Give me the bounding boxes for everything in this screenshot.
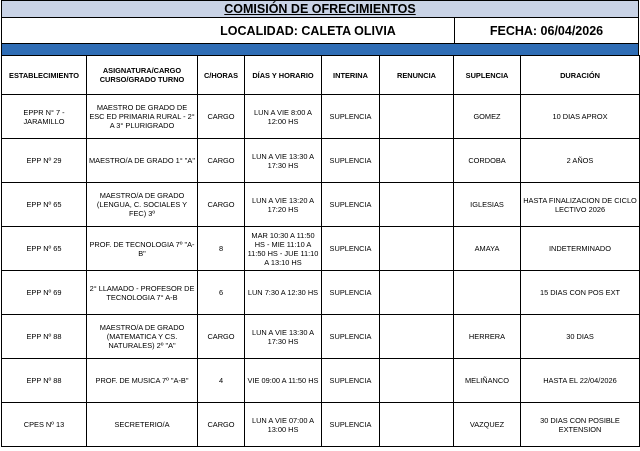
cell-dias-horario: LUN A VIE 8:00 A 12:00 HS [245, 95, 322, 139]
cell-asignatura: MAESTRO DE GRADO DE ESC ED PRIMARIA RURAL - 2° A 3° PLURIGRADO [87, 95, 198, 139]
table-row [2, 403, 640, 447]
cell-establecimiento: EPP Nº 29 [2, 139, 87, 183]
cell-asignatura: MAESTRO/A DE GRADO 1° "A" [87, 139, 198, 183]
cell-renuncia [380, 315, 454, 359]
cell-dias-horario: LUN A VIE 13:30 A 17:30 HS [245, 315, 322, 359]
cell-establecimiento: EPPR N° 7 - JARAMILLO [2, 95, 87, 139]
cell-duracion: HASTA FINALIZACION DE CICLO LECTIVO 2026 [521, 183, 640, 227]
localidad-label: LOCALIDAD: CALETA OLIVIA [2, 18, 455, 43]
ofrecimientos-sheet [1, 0, 639, 447]
table-row [2, 359, 640, 403]
cell-duracion: 15 DIAS CON POS EXT [521, 271, 640, 315]
cell-renuncia [380, 95, 454, 139]
cell-suplencia: AMAYA [454, 227, 521, 271]
col-asignatura: ASIGNATURA/CARGO CURSO/GRADO TURNO [87, 56, 198, 95]
table-row [2, 139, 640, 183]
cell-renuncia [380, 271, 454, 315]
cell-renuncia [380, 139, 454, 183]
header-band [1, 44, 639, 55]
fecha-label: FECHA: 06/04/2026 [489, 23, 604, 38]
table-header-row [2, 56, 640, 95]
cell-dias-horario: VIE 09:00 A 11:50 HS [245, 359, 322, 403]
cell-dias-horario: LUN 7:30 A 12:30 HS [245, 271, 322, 315]
cell-interina: SUPLENCIA [322, 315, 380, 359]
cell-horas: 4 [198, 359, 245, 403]
cell-suplencia: HERRERA [454, 315, 521, 359]
cell-horas: 6 [198, 271, 245, 315]
cell-horas: CARGO [198, 139, 245, 183]
table-row [2, 95, 640, 139]
cell-renuncia [380, 359, 454, 403]
cell-interina: SUPLENCIA [322, 271, 380, 315]
cell-renuncia [380, 183, 454, 227]
col-suplencia: SUPLENCIA [454, 56, 521, 95]
col-dias-horario: DÍAS Y HORARIO [245, 56, 322, 95]
cell-dias-horario: LUN A VIE 07:00 A 13:00 HS [245, 403, 322, 447]
cell-asignatura: PROF. DE TECNOLOGIA 7º "A-B" [87, 227, 198, 271]
cell-interina: SUPLENCIA [322, 403, 380, 447]
cell-horas: 8 [198, 227, 245, 271]
col-horas: C/HORAS [198, 56, 245, 95]
cell-establecimiento: CPES Nº 13 [2, 403, 87, 447]
cell-asignatura: MAESTRO/A DE GRADO (LENGUA, C. SOCIALES Y FEC) 3º [87, 183, 198, 227]
cell-duracion: 30 DIAS CON POSIBLE EXTENSION [521, 403, 640, 447]
cell-interina: SUPLENCIA [322, 227, 380, 271]
cell-dias-horario: LUN A VIE 13:30 A 17:30 HS [245, 139, 322, 183]
cell-horas: CARGO [198, 403, 245, 447]
cell-suplencia: IGLESIAS [454, 183, 521, 227]
document-title: COMISIÓN DE OFRECIMIENTOS [1, 0, 639, 18]
cell-renuncia [380, 227, 454, 271]
table-row [2, 183, 640, 227]
table-row [2, 271, 640, 315]
cell-dias-horario: LUN A VIE 13:20 A 17:20 HS [245, 183, 322, 227]
cell-horas: CARGO [198, 95, 245, 139]
cell-suplencia: MELIÑANCO [454, 359, 521, 403]
cell-establecimiento: EPP Nº 88 [2, 359, 87, 403]
table-row [2, 315, 640, 359]
cell-duracion: 10 DIAS APROX [521, 95, 640, 139]
cell-dias-horario: MAR 10:30 A 11:50 HS - MIE 11:10 A 11:50 HS - JUE 11:10 A 13:10 HS [245, 227, 322, 271]
cell-asignatura: 2° LLAMADO - PROFESOR DE TECNOLOGIA 7° A-B [87, 271, 198, 315]
cell-interina: SUPLENCIA [322, 359, 380, 403]
cell-duracion: INDETERMINADO [521, 227, 640, 271]
col-establecimiento: ESTABLECIMIENTO [2, 56, 87, 95]
cell-establecimiento: EPP Nº 65 [2, 227, 87, 271]
cell-suplencia: CORDOBA [454, 139, 521, 183]
cell-establecimiento: EPP Nº 65 [2, 183, 87, 227]
cell-suplencia [454, 271, 521, 315]
cell-interina: SUPLENCIA [322, 139, 380, 183]
col-interina: INTERINA [322, 56, 380, 95]
cell-asignatura: PROF. DE MUSICA 7º "A-B" [87, 359, 198, 403]
location-date-row [1, 18, 639, 44]
col-renuncia: RENUNCIA [380, 56, 454, 95]
table-row [2, 227, 640, 271]
cell-duracion: HASTA EL 22/04/2026 [521, 359, 640, 403]
cell-horas: CARGO [198, 183, 245, 227]
cell-horas: CARGO [198, 315, 245, 359]
cell-establecimiento: EPP Nº 88 [2, 315, 87, 359]
cell-duracion: 2 AÑOS [521, 139, 640, 183]
col-duracion: DURACIÓN [521, 56, 640, 95]
cell-establecimiento: EPP Nº 69 [2, 271, 87, 315]
cell-duracion: 30 DIAS [521, 315, 640, 359]
cell-asignatura: MAESTRO/A DE GRADO (MATEMATICA Y CS. NATURALES) 2º "A" [87, 315, 198, 359]
cell-interina: SUPLENCIA [322, 95, 380, 139]
cell-asignatura: SECRETERIO/A [87, 403, 198, 447]
cell-interina: SUPLENCIA [322, 183, 380, 227]
offers-table [1, 55, 640, 447]
cell-suplencia: VAZQUEZ [454, 403, 521, 447]
cell-suplencia: GOMEZ [454, 95, 521, 139]
cell-renuncia [380, 403, 454, 447]
